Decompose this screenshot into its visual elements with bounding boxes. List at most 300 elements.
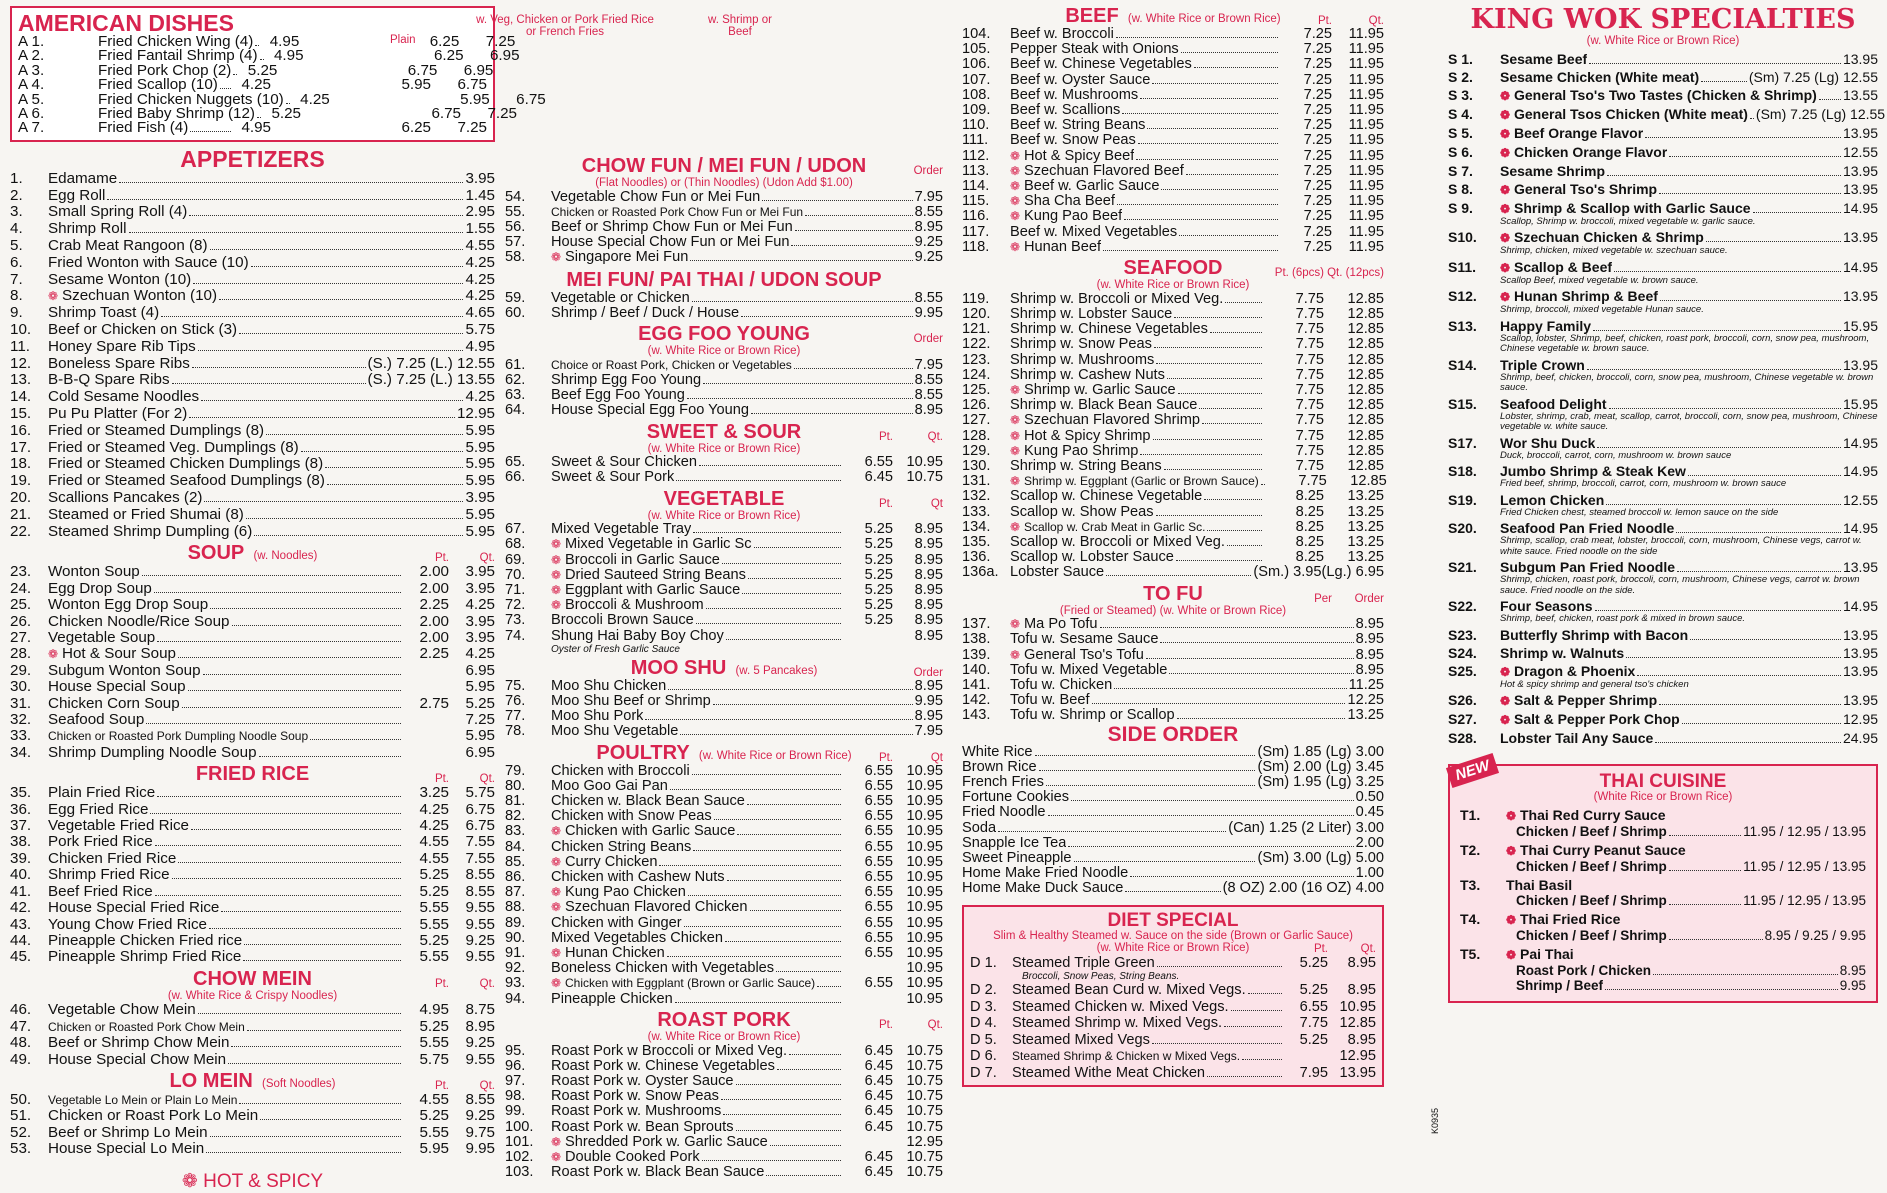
menu-item [10, 884, 495, 900]
price-quart: 12.85 [1347, 290, 1384, 307]
item-name-text: Shrimp w. Chinese Vegetables [1010, 322, 1208, 338]
leader-dots [1035, 755, 1256, 756]
price-quart: 9.55 [465, 915, 495, 933]
menu-item [10, 305, 495, 322]
menu-item [1448, 397, 1878, 412]
leader-dots [1753, 212, 1841, 213]
leader-dots [1136, 159, 1278, 160]
price-fried: 6.75 [407, 61, 438, 79]
price-pint: 7.75 [1295, 336, 1324, 353]
item-price: 4.65 [465, 304, 495, 322]
leader-dots [1164, 469, 1262, 470]
item-name-text: Scallop w. Chinese Vegetable [1010, 489, 1203, 505]
leader-dots [1669, 904, 1741, 905]
chow-mein-section [10, 969, 495, 1068]
price-quart: 9.55 [465, 1050, 495, 1068]
item-note: Oyster of Fresh Garlic Sauce [551, 643, 680, 655]
item-name [1500, 230, 1704, 246]
menu-item [10, 712, 495, 728]
item-name [1012, 1032, 1150, 1049]
price-pint: 5.25 [864, 612, 893, 629]
item-name [551, 779, 668, 794]
item-number: S22. [1448, 598, 1477, 615]
item-name [551, 291, 690, 306]
item-name [551, 976, 815, 991]
leader-dots [714, 819, 841, 820]
item-name [962, 836, 1066, 851]
item-number: 128. [962, 427, 991, 444]
appetizers-list [10, 171, 495, 541]
column-headers [883, 333, 943, 345]
leader-dots [1178, 393, 1262, 394]
price-pint: 8.25 [1295, 533, 1324, 550]
leader-dots [188, 690, 401, 691]
item-name [551, 724, 678, 739]
menu-item [962, 179, 1384, 194]
item-name-text: Beef w. Broccoli [1010, 27, 1114, 42]
item-number: 26. [10, 612, 32, 630]
specialty-item [1448, 646, 1878, 661]
price-quart: 8.95 [1347, 954, 1376, 971]
item-price: 1.55 [465, 220, 495, 238]
leader-dots [676, 480, 841, 481]
price-quart: 5.75 [465, 784, 495, 802]
price-pint: 2.25 [419, 596, 449, 614]
item-name-text: Chicken with Ginger [551, 915, 682, 931]
col-header-2: Qt [930, 751, 943, 764]
section-subtitle: (Flat Noodles) or (Thin Noodles) (Udon Add $1.00) [595, 177, 853, 189]
hot-pepper-icon: ❁ [181, 1170, 198, 1192]
item-name [1010, 648, 1144, 663]
leader-dots [726, 639, 841, 640]
leader-dots [1199, 408, 1262, 409]
item-number: 113. [962, 162, 990, 179]
item-name [48, 851, 176, 867]
price-quart: 12.85 [1347, 351, 1384, 368]
item-name-text: Beef or Shrimp Chow Fun or Mei Fun [551, 220, 793, 236]
specialty-description: Scallop, lobster, Shrimp, beef, chicken, roast pork, broccoli, corn, snow pea, mushroom, Chinese vegetable w. brown sauce. [1500, 332, 1870, 355]
item-name [48, 272, 191, 289]
item-number: 75. [505, 677, 526, 694]
item-name [962, 805, 1046, 820]
menu-item [18, 33, 516, 50]
item-price: (Sm) 1.85 (Lg) 3.00 [1257, 743, 1384, 760]
item-number: 55. [505, 203, 526, 220]
specialty-item [1448, 712, 1878, 728]
hot-pepper-icon: ❁ [551, 537, 562, 552]
item-name-text: Kung Pao Beef [1024, 209, 1123, 225]
leader-dots [699, 465, 841, 466]
specialty-item [1448, 70, 1878, 85]
leader-dots [1100, 627, 1354, 628]
leader-dots [221, 911, 401, 912]
leader-dots [693, 850, 841, 851]
item-number: 60. [505, 304, 526, 321]
col-header-2: Qt. [479, 977, 495, 990]
item-name-text: Steamed Bean Curd w. Mixed Vegs. [1012, 982, 1246, 999]
leader-dots [736, 1130, 841, 1131]
item-name [1010, 149, 1134, 164]
item-number: 86. [505, 869, 526, 886]
price-quart: 9.55 [465, 948, 495, 966]
menu-item [10, 1108, 495, 1124]
hot-pepper-icon: ❁ [551, 946, 562, 961]
hot-pepper-icon: ❁ [1500, 182, 1511, 197]
item-name-text: Beef w. Mushrooms [1010, 87, 1139, 103]
item-name-text: Shrimp Fried Rice [48, 867, 170, 884]
menu-item [1448, 52, 1878, 67]
price-pint: 7.75 [1295, 366, 1324, 383]
item-number: 104. [962, 26, 991, 42]
item-price: 8.95 [1355, 631, 1384, 648]
column-headers [883, 165, 943, 177]
hot-pepper-icon: ❁ [551, 598, 562, 613]
menu-item [505, 1120, 943, 1135]
item-name-text: Steamed Chicken w. Mixed Vegs. [1012, 998, 1229, 1015]
item-number: A 3. [18, 61, 45, 79]
item-number: D 5. [970, 1031, 997, 1048]
item-number: 37. [10, 817, 32, 835]
price-pint: 7.25 [1303, 117, 1332, 134]
price-quart: 8.95 [914, 521, 943, 538]
item-number: 23. [10, 563, 32, 581]
menu-item [10, 322, 495, 339]
price-quart: 6.75 [465, 817, 495, 835]
price-pint: 6.45 [864, 1118, 893, 1135]
item-name-text: Tofu w. Mixed Vegetable [1010, 662, 1168, 678]
item-name-text: Moo Shu Pork [551, 709, 644, 725]
leader-dots [703, 383, 912, 384]
leader-dots [1589, 63, 1841, 64]
section-subtitle: (w. White Rice or Brown Rice) [1096, 279, 1250, 292]
leader-dots [998, 831, 1226, 832]
item-number: 98. [505, 1088, 526, 1105]
thai-item [1460, 878, 1866, 908]
leader-dots [1103, 250, 1278, 251]
leader-dots [794, 368, 913, 369]
item-name-text: Chicken with Eggplant (Brown or Garlic Sauce) [565, 976, 816, 991]
price-pint: 6.55 [864, 762, 893, 779]
item-name [1500, 164, 1605, 179]
leader-dots [155, 845, 401, 846]
section-header [505, 270, 943, 291]
menu-item [1448, 182, 1878, 198]
leader-dots [762, 200, 912, 201]
price-pint: 7.25 [1303, 56, 1332, 73]
item-number: 73. [505, 612, 526, 629]
item-name [1010, 73, 1150, 88]
leader-dots [684, 926, 841, 927]
price-quart: 11.95 [1348, 71, 1384, 88]
item-number: 48. [10, 1034, 32, 1052]
price-pint: 5.25 [864, 536, 893, 553]
item-name [48, 255, 249, 272]
leader-dots [244, 944, 401, 945]
item-number: 70. [505, 566, 526, 583]
item-name-text: Roast Pork w. Black Bean Sauce [551, 1165, 765, 1181]
item-number: 78. [505, 723, 526, 740]
item-name [48, 785, 155, 801]
price-pint: 2.00 [419, 579, 449, 597]
section-title: SWEET & SOUR [646, 420, 802, 443]
price-quart: 10.75 [906, 1148, 943, 1165]
leader-dots [742, 593, 841, 594]
item-number: 32. [10, 711, 32, 729]
hot-pepper-icon: ❁ [551, 824, 562, 839]
item-price: 14.95 [1842, 598, 1878, 615]
item-name-text: Cold Sesame Noodles [48, 389, 200, 406]
item-name-text: Fried or Steamed Veg. Dumplings (8) [48, 439, 299, 456]
menu-item [10, 456, 495, 473]
leader-dots [190, 131, 231, 132]
item-price: 13.95 [1842, 356, 1878, 373]
leader-dots [251, 266, 464, 267]
price-plain: 4.25 [300, 90, 330, 108]
item-number: 27. [10, 629, 32, 646]
item-name-text: Young Chow Fried Rice [48, 916, 207, 933]
leader-dots [1160, 642, 1353, 643]
item-name [551, 205, 803, 220]
menu-item [1448, 260, 1878, 276]
item-name-text: Beef w. String Beans [1010, 118, 1146, 134]
item-name [48, 423, 264, 440]
leader-dots [189, 215, 463, 216]
menu-item [1448, 230, 1878, 246]
item-number: 121. [962, 321, 991, 338]
item-price: 2.00 [1355, 834, 1384, 851]
item-name [551, 709, 643, 724]
menu-item [505, 1150, 943, 1165]
item-name-text: Sesame Shrimp [1500, 163, 1606, 179]
item-number: 87. [505, 884, 526, 901]
item-name [1500, 201, 1751, 217]
section-header [10, 764, 495, 785]
menu-item [10, 597, 495, 613]
item-name [551, 1089, 719, 1104]
price-quart: 10.95 [906, 914, 943, 931]
menu-item [505, 1135, 943, 1150]
price-shrimp: 6.95 [463, 61, 494, 79]
item-name [551, 583, 740, 598]
item-name [551, 598, 704, 613]
item-name [1010, 678, 1112, 693]
leader-dots [1645, 137, 1841, 138]
item-name-text: Sesame Wonton (10) [48, 271, 192, 288]
item-name-text: General Tso's Two Tastes (Chicken & Shrimp) [1514, 87, 1817, 103]
leader-dots [687, 398, 913, 399]
item-number: A 4. [18, 76, 45, 94]
item-price: (Sm) 7.25 (Lg) 12.55 [1748, 68, 1878, 85]
item-name [1500, 52, 1587, 67]
leader-dots [154, 592, 401, 593]
item-number: 18. [10, 455, 32, 473]
item-number: 126. [962, 397, 991, 414]
hot-pepper-icon: ❁ [1500, 88, 1511, 103]
leader-dots [1660, 300, 1841, 301]
column-headers [1284, 943, 1376, 955]
price-pint: 7.75 [1295, 457, 1324, 474]
item-name [48, 507, 244, 524]
item-name-text: Chicken / Beef / Shrimp [1516, 823, 1667, 839]
price-pint: 5.25 [419, 931, 449, 949]
menu-item [1448, 126, 1878, 142]
price-pint: 5.25 [419, 1107, 449, 1125]
item-number: S27. [1448, 711, 1477, 728]
section-subtitle: (w. Noodles) [250, 550, 318, 563]
menu-item [962, 368, 1384, 383]
hot-pepper-icon: ❁ [48, 289, 59, 304]
item-price: 9.95 [914, 693, 943, 710]
leader-dots [1261, 484, 1265, 485]
item-number: 120. [962, 305, 991, 322]
section-title-wrap [505, 156, 943, 177]
leader-dots [680, 734, 912, 735]
menu-item [962, 565, 1384, 580]
item-number: D 1. [970, 954, 997, 971]
item-price: 7.95 [914, 723, 943, 740]
thai-list [1460, 808, 1866, 993]
item-number: D 6. [970, 1048, 997, 1065]
item-name-text: Crab Meat Rangoon (8) [48, 238, 208, 255]
menu-item [505, 779, 943, 794]
leader-dots [1046, 785, 1256, 786]
item-name [1516, 893, 1667, 908]
item-number: 67. [505, 521, 526, 538]
menu-item [505, 1089, 943, 1104]
hot-pepper-icon: ❁ [551, 552, 562, 567]
item-number: 56. [505, 219, 526, 236]
item-name-text: Wor Shu Duck [1500, 435, 1596, 451]
king-wok-title: KING WOK SPECIALTIES [1470, 4, 1856, 35]
item-price: 4.55 [465, 237, 495, 255]
item-price: 8.95 [914, 677, 943, 694]
item-name-text: Dragon & Phoenix [1514, 663, 1636, 679]
menu-item [1448, 164, 1878, 179]
item-number: 127. [962, 412, 991, 429]
price-pint: 5.25 [864, 566, 893, 583]
item-name-text: Shrimp / Beef [1516, 977, 1604, 993]
price-fried: 5.95 [460, 90, 490, 108]
price-plain: 4.95 [241, 119, 271, 137]
item-name-text: Szechuan Flavored Beef [1024, 163, 1184, 179]
item-number: S19. [1448, 491, 1477, 508]
hot-pepper-icon: ❁ [1506, 947, 1517, 962]
price-quart: 12.85 [1347, 305, 1384, 322]
price-pint: 6.55 [864, 914, 893, 931]
price-pint: 4.55 [419, 833, 449, 851]
menu-item [505, 190, 943, 205]
item-number: 115. [962, 193, 990, 210]
item-name [48, 834, 153, 850]
item-name-text: Sesame Chicken (White meat) [1500, 69, 1700, 85]
specialty-item [1448, 260, 1878, 287]
item-name-text: Wonton Soup [48, 564, 140, 581]
leader-dots [722, 563, 841, 564]
item-name-text: Szechuan Chicken & Shrimp [1514, 230, 1704, 246]
item-number: 45. [10, 948, 32, 966]
item-name [1010, 88, 1138, 103]
item-name-text: Shrimp w. Eggplant (Garlic or Brown Sauce) [1024, 474, 1259, 489]
hot-pepper-icon: ❁ [1010, 647, 1021, 662]
item-number: 94. [505, 990, 526, 1007]
hot-pepper-icon: ❁ [1506, 843, 1517, 858]
price-pint: 6.55 [864, 838, 893, 855]
column-2 [505, 6, 943, 1180]
price-pint: 7.75 [1295, 305, 1324, 322]
leader-dots [1071, 800, 1354, 801]
item-name [48, 238, 208, 255]
item-name [551, 840, 691, 855]
leader-dots [770, 1145, 841, 1146]
price-quart: 3.95 [465, 629, 495, 646]
section-subtitle: (w. White Rice or Brown Rice) [647, 442, 801, 455]
price-pint: 7.25 [1303, 132, 1332, 149]
item-name-text: Kung Pao Chicken [565, 885, 686, 901]
menu-item [505, 598, 943, 613]
section-subtitle: (w. White Rice or Brown Rice) [647, 345, 801, 358]
item-number: 118. [962, 238, 990, 255]
item-number: 1. [10, 169, 23, 187]
leader-dots [645, 719, 912, 720]
item-name [48, 288, 217, 305]
menu-item [962, 444, 1384, 459]
price-quart: 3.95 [465, 612, 495, 630]
leader-dots [1609, 408, 1841, 409]
menu-item [1448, 628, 1878, 643]
menu-item [962, 353, 1384, 368]
leader-dots [191, 829, 401, 830]
item-name-text: Shrimp w. Cashew Nuts [1010, 367, 1165, 383]
col-header-1: Pt. [878, 497, 893, 510]
item-number: 2. [10, 186, 23, 204]
menu-item [505, 1074, 943, 1089]
leader-dots [1156, 363, 1262, 364]
menu-item [962, 708, 1384, 723]
thai-item-header [1460, 878, 1866, 893]
item-number: 92. [505, 960, 526, 977]
specialty-item [1448, 319, 1878, 355]
menu-item [10, 1052, 495, 1068]
price-pint: 5.55 [419, 915, 449, 933]
menu-item [10, 339, 495, 356]
col-header-2: Qt. [479, 552, 495, 565]
item-name [48, 356, 190, 373]
leader-dots [209, 928, 401, 929]
item-name [48, 646, 176, 662]
item-number: T5. [1460, 945, 1481, 962]
item-name-text: House Special Chow Fun or Mei Fun [551, 235, 790, 251]
hot-pepper-icon: ❁ [551, 567, 562, 582]
item-price: (8 OZ) 2.00 (16 OZ) 4.00 [1222, 880, 1384, 897]
price-pint: 6.45 [864, 1103, 893, 1120]
price-quart: 12.85 [1339, 1015, 1376, 1032]
menu-item [962, 821, 1384, 836]
section-subtitle: (w. White Rice & Crispy Noodles) [167, 989, 338, 1002]
leader-dots [193, 283, 463, 284]
price-quart: 10.95 [906, 838, 943, 855]
menu-item [10, 1092, 495, 1108]
specialty-item [1448, 464, 1878, 490]
leader-dots [1114, 688, 1346, 689]
item-price: 4.25 [465, 270, 495, 288]
item-name [1500, 712, 1680, 728]
item-number: 131. [962, 473, 991, 490]
item-name [48, 630, 155, 646]
specialty-item [1448, 145, 1878, 161]
menu-item [505, 992, 943, 1007]
item-name-text: Hot & Spicy Beef [1024, 148, 1135, 164]
leader-dots [795, 230, 913, 231]
